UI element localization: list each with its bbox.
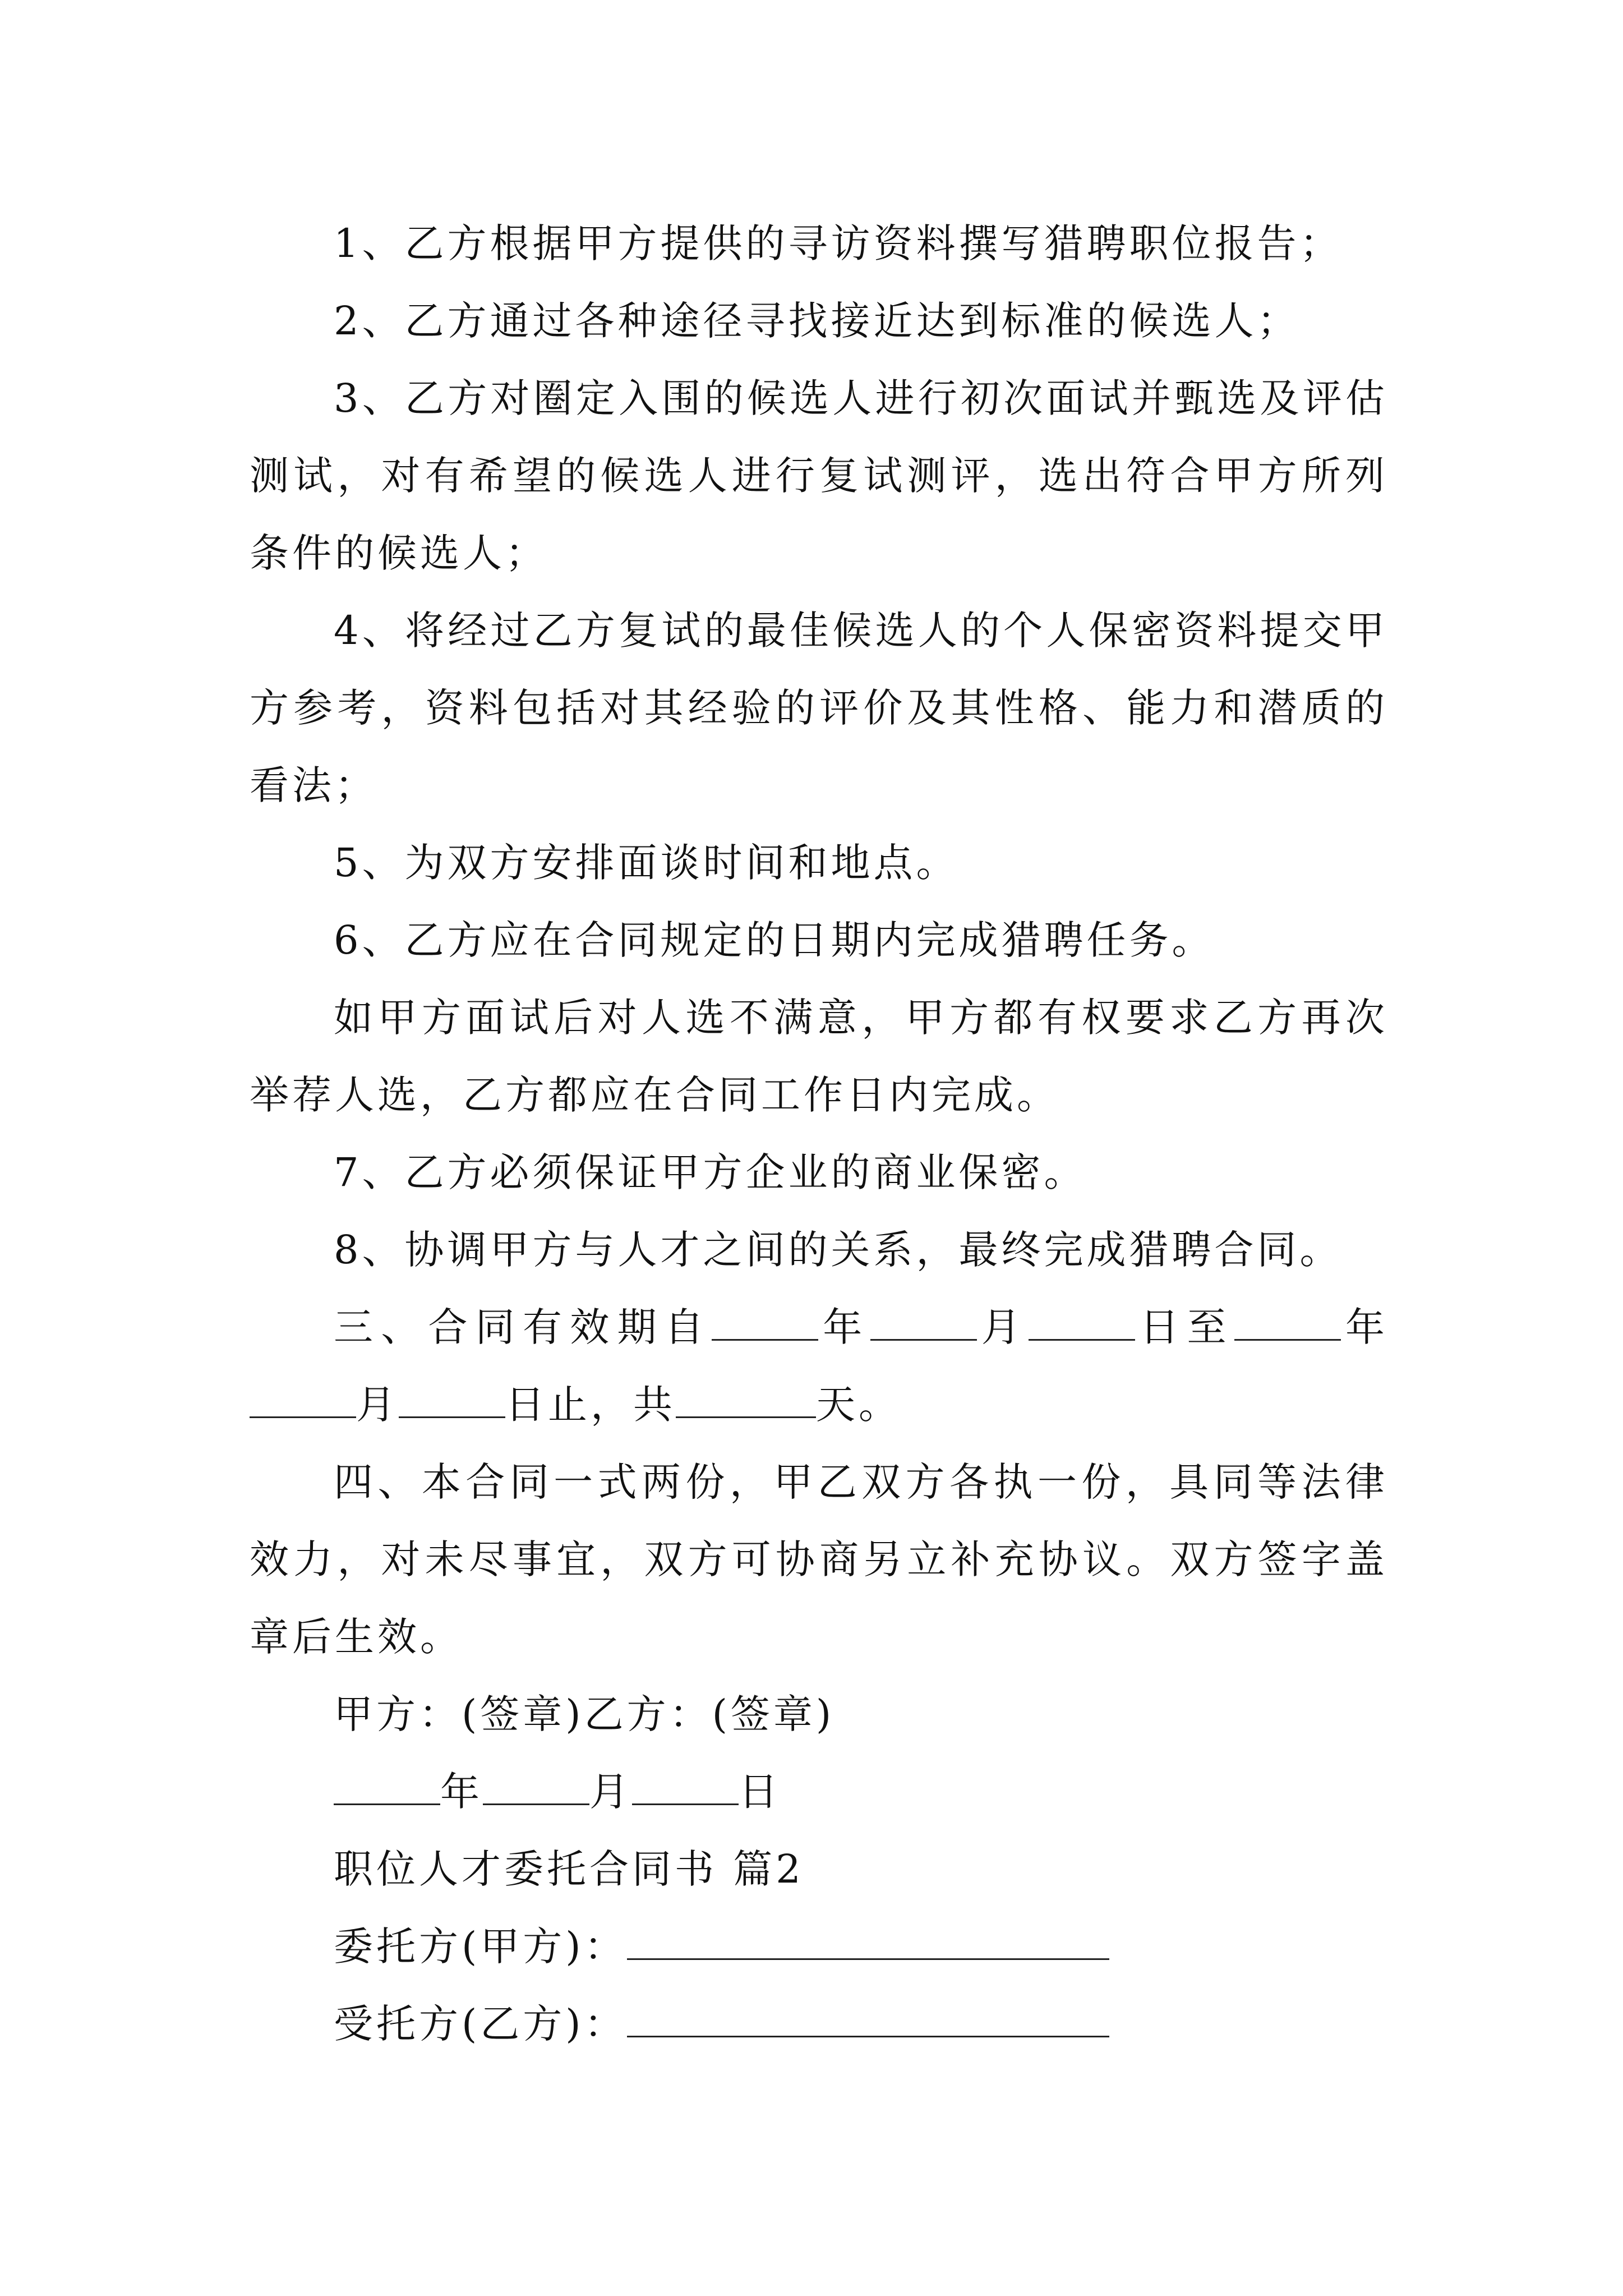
term-month-2: 月 [356,1382,399,1428]
blank-line [1234,1304,1341,1341]
term-day-end: 日止，共 [505,1382,676,1428]
section-title: 职位人才委托合同书 篇2 [334,1846,804,1892]
term-day-to: 日至 [1135,1304,1234,1350]
blank-line [483,1769,589,1805]
document-body [250,205,1388,2063]
blank-line [676,1382,816,1418]
party-a-line [250,1908,1388,1985]
party-a-blank [627,1924,1109,1960]
term-days: 天。 [816,1382,901,1428]
blank-line [334,1769,440,1805]
clause-item-7: 7、乙方必须保证甲方企业的商业保密。 [334,1149,1087,1195]
clause-item-8: 8、协调甲方与人才之间的关系，最终完成猎聘合同。 [334,1227,1343,1273]
party-b-line [250,1985,1388,2063]
term-month-1: 月 [976,1304,1029,1350]
term-prefix: 三、合同有效期自 [334,1304,712,1350]
party-b-label: 受托方(乙方)： [334,2001,627,2047]
blank-line [632,1769,739,1805]
blank-line [870,1304,977,1341]
blank-line [399,1382,505,1418]
blank-line [1029,1304,1135,1341]
signature-line: 甲方：(签章)乙方：(签章) [334,1691,835,1737]
blank-line [712,1304,818,1341]
sign-month: 月 [589,1769,632,1815]
clause-item-6: 6、乙方应在合同规定的日期内完成猎聘任务。 [334,917,1215,963]
clause-item-2: 2、乙方通过各种途径寻找接近达到标准的候选人； [334,298,1300,344]
clause-item-1: 1、乙方根据甲方提供的寻访资料撰写猎聘职位报告； [334,220,1343,266]
term-year-2: 年 [1340,1304,1388,1350]
sign-year: 年 [440,1769,483,1815]
sign-day: 日 [739,1769,781,1815]
copies-clause: 四、本合同一式两份，甲乙双方各执一份，具同等法律效力，对未尽事宜，双方可协商另立补充协议。双方签字盖章后生效。 [250,1459,1388,1660]
contract-term-clause [250,1289,1388,1443]
party-a-label: 委托方(甲方)： [334,1924,627,1970]
party-b-blank [627,2001,1109,2037]
clause-item-4: 4、将经过乙方复试的最佳候选人的个人保密资料提交甲方参考，资料包括对其经验的评价及其性格、能力和潜质的看法； [250,608,1388,808]
clause-item-5: 5、为双方安排面谈时间和地点。 [334,840,959,886]
clause-note: 如甲方面试后对人选不满意，甲方都有权要求乙方再次举荐人选，乙方都应在合同工作日内完成。 [250,995,1388,1118]
term-year-1: 年 [818,1304,870,1350]
sign-date-line [250,1753,1388,1830]
clause-item-3: 3、乙方对圈定入围的候选人进行初次面试并甄选及评估测试，对有希望的候选人进行复试测评，选出符合甲方所列条件的候选人； [250,375,1388,576]
blank-line [250,1382,356,1418]
